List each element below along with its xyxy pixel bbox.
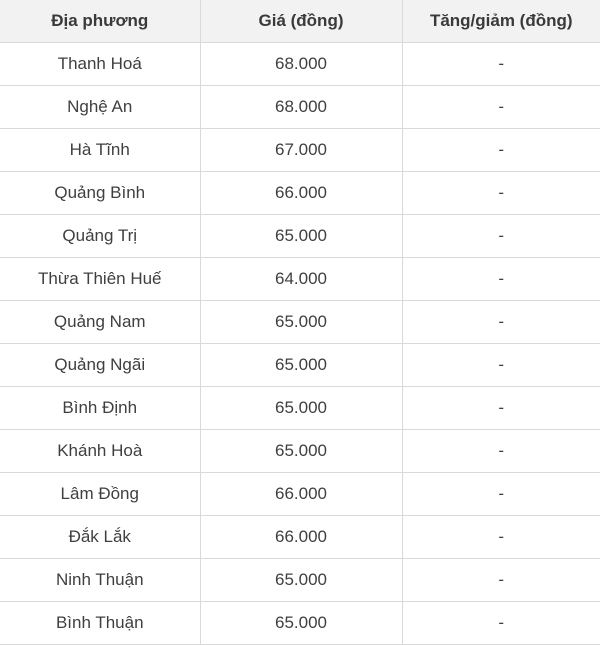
table-row [0,516,600,559]
change-cell: - [402,430,600,473]
change-cell: - [402,43,600,86]
region-cell: Khánh Hoà [0,430,200,473]
table-row [0,172,600,215]
change-cell: - [402,129,600,172]
change-cell: - [402,387,600,430]
region-cell: Quảng Ngãi [0,344,200,387]
price-cell: 68.000 [200,43,402,86]
price-cell: 66.000 [200,516,402,559]
region-cell: Quảng Trị [0,215,200,258]
header-change: Tăng/giảm (đồng) [402,0,600,43]
table-row [0,344,600,387]
change-cell: - [402,301,600,344]
region-cell: Quảng Nam [0,301,200,344]
price-cell: 65.000 [200,344,402,387]
region-cell: Lâm Đồng [0,473,200,516]
price-cell: 65.000 [200,215,402,258]
change-cell: - [402,602,600,645]
price-cell: 65.000 [200,387,402,430]
price-cell: 65.000 [200,301,402,344]
table-row [0,129,600,172]
change-cell: - [402,258,600,301]
table-row [0,43,600,86]
header-row [0,0,600,43]
table-row [0,430,600,473]
table-row [0,473,600,516]
region-cell: Quảng Bình [0,172,200,215]
price-cell: 65.000 [200,430,402,473]
price-cell: 66.000 [200,172,402,215]
table-body [0,43,600,645]
change-cell: - [402,344,600,387]
table-row [0,559,600,602]
header-price: Giá (đồng) [200,0,402,43]
table-row [0,602,600,645]
region-cell: Thừa Thiên Huế [0,258,200,301]
price-cell: 64.000 [200,258,402,301]
price-cell: 66.000 [200,473,402,516]
table-row [0,215,600,258]
region-cell: Thanh Hoá [0,43,200,86]
table-row [0,301,600,344]
region-cell: Ninh Thuận [0,559,200,602]
table-row [0,387,600,430]
price-cell: 65.000 [200,602,402,645]
change-cell: - [402,516,600,559]
change-cell: - [402,215,600,258]
region-cell: Bình Thuận [0,602,200,645]
region-cell: Đắk Lắk [0,516,200,559]
change-cell: - [402,473,600,516]
region-cell: Hà Tĩnh [0,129,200,172]
change-cell: - [402,172,600,215]
price-cell: 65.000 [200,559,402,602]
region-cell: Nghệ An [0,86,200,129]
table-row [0,258,600,301]
header-region: Địa phương [0,0,200,43]
region-cell: Bình Định [0,387,200,430]
table-row [0,86,600,129]
price-cell: 67.000 [200,129,402,172]
change-cell: - [402,559,600,602]
table-header [0,0,600,43]
price-cell: 68.000 [200,86,402,129]
change-cell: - [402,86,600,129]
